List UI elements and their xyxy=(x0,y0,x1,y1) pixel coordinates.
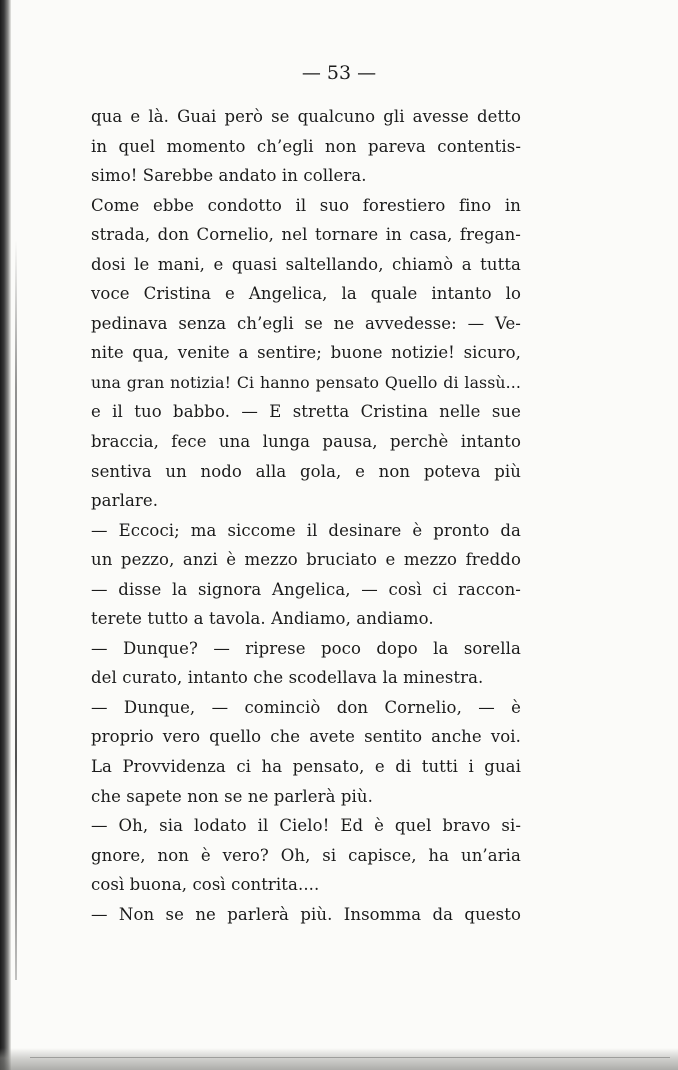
text-line: un pezzo, anzi è mezzo bruciato e mezzo freddo xyxy=(91,550,521,570)
text-line: proprio vero quello che avete sentito anche voi. xyxy=(91,727,521,747)
text-line: gnore, non è vero? Oh, si capisce, ha un’aria xyxy=(91,845,521,865)
text-line: sentiva un nodo alla gola, e non poteva più xyxy=(91,461,521,481)
text-line: simo! Sarebbe andato in collera. xyxy=(91,166,367,186)
text-line: pedinava senza ch’egli se ne avvedesse: — Ve- xyxy=(91,313,521,333)
page-number: — 53 — xyxy=(301,62,377,84)
text-line: parlare. xyxy=(91,491,159,511)
text-line: e il tuo babbo. — E stretta Cristina nelle sue xyxy=(91,402,521,422)
text-line: qua e là. Guai però se qualcuno gli avesse detto xyxy=(91,107,521,126)
text-line: così buona, così contrita.... xyxy=(91,875,320,895)
text-line: La Provvidenza ci ha pensato, e di tutti i guai xyxy=(91,757,521,777)
page-bottom-edge xyxy=(0,1048,678,1070)
text-line: braccia, fece una lunga pausa, perchè intanto xyxy=(91,432,521,452)
text-line: — Non se ne parlerà più. Insomma da questo xyxy=(91,904,521,924)
text-line: dosi le mani, e quasi saltellando, chiamò a tutta xyxy=(91,254,521,274)
text-line: che sapete non se ne parlerà più. xyxy=(91,786,374,806)
text-line: Come ebbe condotto il suo forestiero fino in xyxy=(91,195,521,215)
body-text xyxy=(91,102,521,929)
text-line: nite qua, venite a sentire; buone notizie! sicuro, xyxy=(91,343,521,363)
binding-edge xyxy=(0,0,11,1070)
page-bottom-rule xyxy=(30,1057,670,1058)
text-line: strada, don Cornelio, nel tornare in casa, fregan- xyxy=(91,225,521,245)
text-line: — Dunque, — cominciò don Cornelio, — è xyxy=(91,697,521,717)
text-line: — Dunque? — riprese poco dopo la sorella xyxy=(91,638,521,658)
text-line: in quel momento ch’egli non pareva contentis- xyxy=(91,136,521,156)
text-line: — Eccoci; ma siccome il desinare è pronto da xyxy=(91,520,521,540)
text-line: voce Cristina e Angelica, la quale intanto lo xyxy=(91,284,521,304)
text-line: del curato, intanto che scodellava la minestra. xyxy=(91,668,484,688)
text-line: — Oh, sia lodato il Cielo! Ed è quel bravo si- xyxy=(91,816,521,836)
text-line: — disse la signora Angelica, — così ci raccon- xyxy=(91,579,521,599)
text-line: una gran notizia! Ci hanno pensato Quello di lassù... xyxy=(91,372,521,392)
binding-shadow xyxy=(15,240,17,980)
text-line: terete tutto a tavola. Andiamo, andiamo. xyxy=(91,609,434,629)
